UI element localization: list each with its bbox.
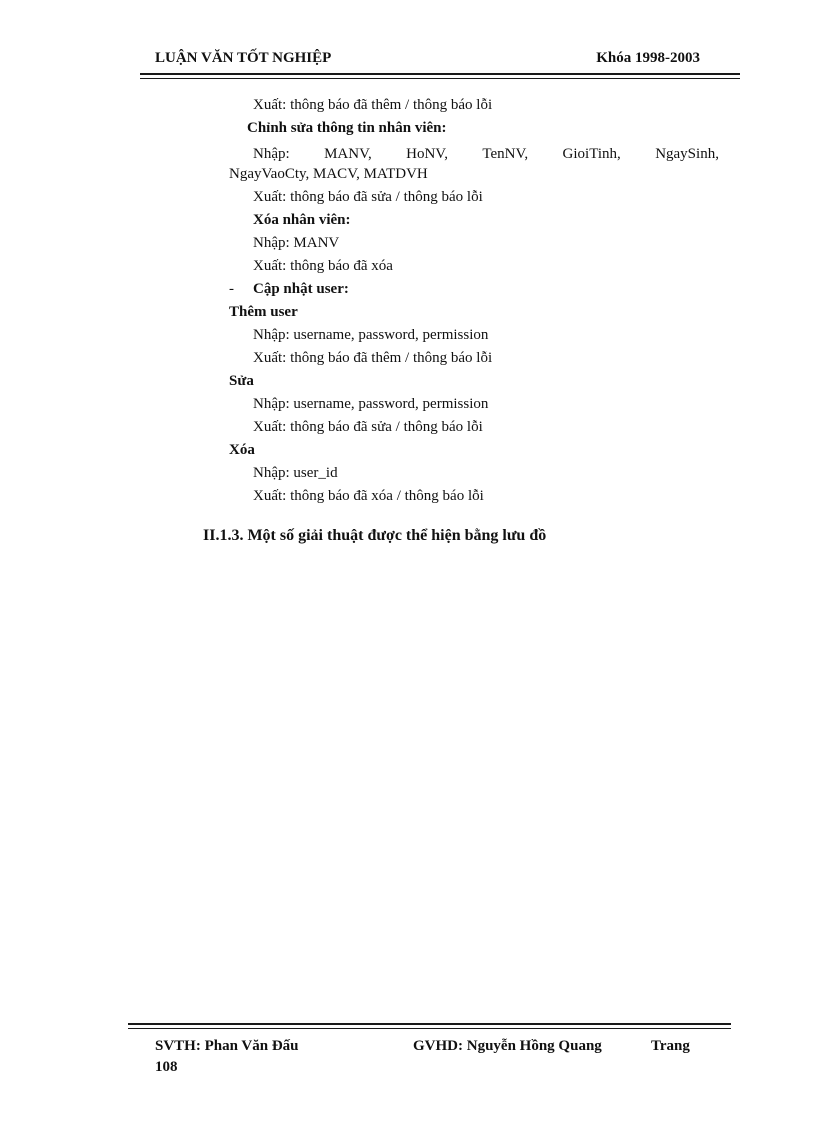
word: NgaySinh, [655,146,719,162]
page-header [155,50,700,70]
text-line: Nhập: username, password, permission [253,327,489,343]
text-line: Xuất: thông báo đã xóa / thông báo lỗi [253,488,484,504]
text-line: Nhập: user_id [253,465,338,481]
footer-student: SVTH: Phan Văn Đấu [155,1038,299,1054]
header-rule-thin [140,78,740,79]
word: TenNV, [482,146,529,162]
text-line: Xuất: thông báo đã thêm / thông báo lỗi [253,350,493,366]
text-line: Nhập: username, password, permission [253,396,489,412]
subheading: Xóa nhân viên: [253,212,351,228]
footer-rule-thin [128,1028,731,1029]
text-line: Xuất: thông báo đã sửa / thông báo lỗi [253,189,483,205]
subheading: Sửa [229,373,254,389]
text-line: Nhập: MANV [253,235,340,251]
text-line: Xuất: thông báo đã xóa [253,258,393,274]
text-line: NgayVaoCty, MACV, MATDVH [229,166,428,182]
subheading: Chỉnh sửa thông tin nhân viên: [247,120,447,136]
word: MANV, [324,146,372,162]
footer-advisor: GVHD: Nguyễn Hồng Quang [413,1038,602,1054]
subheading: Cập nhật user: [253,281,349,297]
subheading: Thêm user [229,304,298,320]
course-years: Khóa 1998-2003 [596,50,700,66]
text-line: Xuất: thông báo đã thêm / thông báo lỗi [253,97,493,113]
bullet: - [229,281,234,297]
word: GioiTinh, [562,146,621,162]
subheading: Xóa [229,442,255,458]
footer-page-number: 108 [155,1059,178,1075]
footer-rule-thick [128,1023,731,1025]
word: HoNV, [406,146,448,162]
header-rule-thick [140,73,740,75]
word: Nhập: [253,146,290,162]
justified-line [253,144,719,164]
footer-page-label: Trang [651,1038,690,1054]
thesis-title: LUẬN VĂN TỐT NGHIỆP [155,50,332,66]
text-line: Xuất: thông báo đã sửa / thông báo lỗi [253,419,483,435]
section-heading: II.1.3. Một số giải thuật được thể hiện bằng lưu đồ [203,527,547,544]
